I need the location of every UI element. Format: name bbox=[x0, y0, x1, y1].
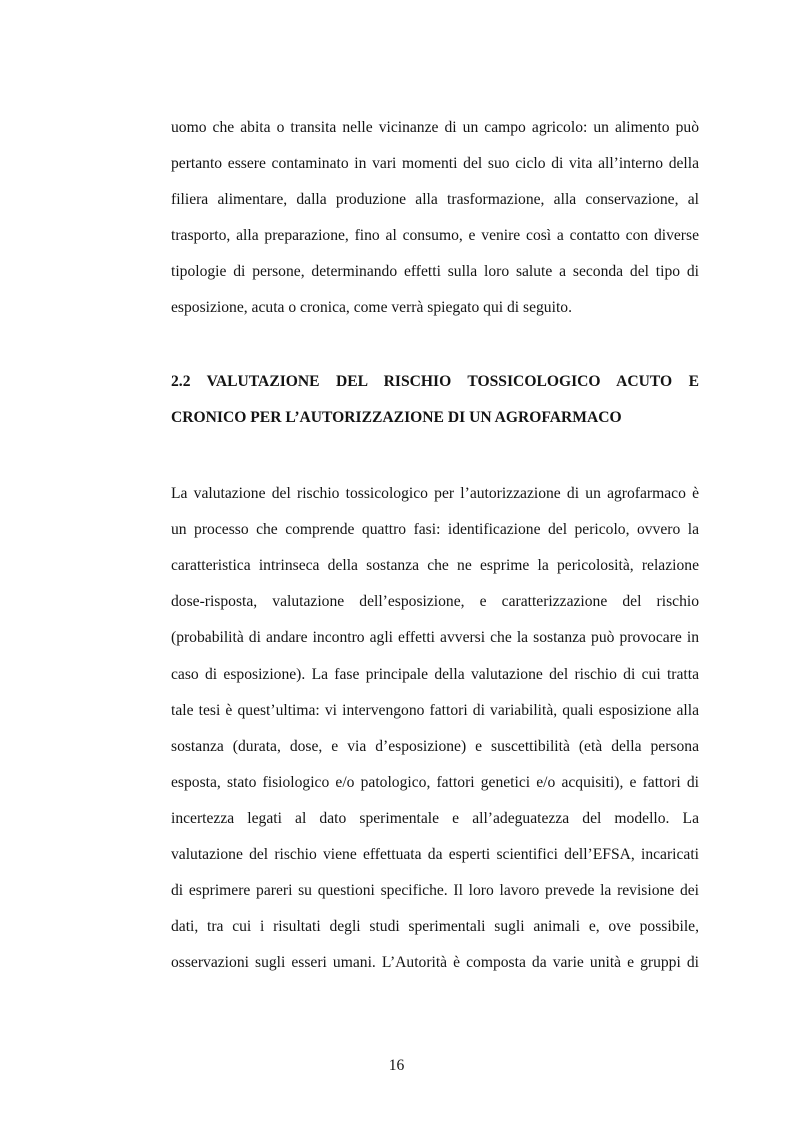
text-line: sostanza (durata, dose, e via d’esposizione) e suscettibilità (età della persona bbox=[171, 738, 699, 755]
text-line: La valutazione del rischio tossicologico per l’autorizzazione di un agrofarmaco è bbox=[171, 485, 699, 502]
text-line: valutazione del rischio viene effettuata da esperti scientifici dell’EFSA, incaricati bbox=[171, 846, 699, 863]
text-line: caso di esposizione). La fase principale della valutazione del rischio di cui tratta bbox=[171, 666, 699, 683]
heading-line: CRONICO PER L’AUTORIZZAZIONE DI UN AGROFARMACO bbox=[171, 409, 622, 426]
text-line: di esprimere pareri su questioni specifiche. Il loro lavoro prevede la revisione dei bbox=[171, 882, 699, 899]
text-line: dati, tra cui i risultati degli studi sperimentali sugli animali e, ove possibile, bbox=[171, 918, 699, 935]
text-line: esposta, stato fisiologico e/o patologico, fattori genetici e/o acquisiti), e fattori di bbox=[171, 774, 699, 791]
text-line: uomo che abita o transita nelle vicinanze di un campo agricolo: un alimento può bbox=[171, 119, 699, 136]
text-line: dose-risposta, valutazione dell’esposizione, e caratterizzazione del rischio bbox=[171, 593, 699, 610]
text-line: incertezza legati al dato sperimentale e all’adeguatezza del modello. La bbox=[171, 810, 699, 827]
text-line: caratteristica intrinseca della sostanza che ne esprime la pericolosità, relazione bbox=[171, 557, 699, 574]
text-line: trasporto, alla preparazione, fino al consumo, e venire così a contatto con diverse bbox=[171, 227, 699, 244]
text-line: pertanto essere contaminato in vari momenti del suo ciclo di vita all’interno della bbox=[171, 155, 699, 172]
text-line: tipologie di persone, determinando effetti sulla loro salute a seconda del tipo di bbox=[171, 263, 699, 280]
text-line: osservazioni sugli esseri umani. L’Autorità è composta da varie unità e gruppi di bbox=[171, 954, 699, 971]
text-line: esposizione, acuta o cronica, come verrà spiegato qui di seguito. bbox=[171, 299, 572, 316]
text-line: (probabilità di andare incontro agli effetti avversi che la sostanza può provocare in bbox=[171, 629, 699, 646]
page-number: 16 bbox=[388, 1057, 405, 1074]
text-line: filiera alimentare, dalla produzione alla trasformazione, alla conservazione, al bbox=[171, 191, 699, 208]
text-line: un processo che comprende quattro fasi: identificazione del pericolo, ovvero la bbox=[171, 521, 699, 538]
text-line: tale tesi è quest’ultima: vi intervengono fattori di variabilità, quali esposizione alla bbox=[171, 702, 699, 719]
heading-line: 2.2 VALUTAZIONE DEL RISCHIO TOSSICOLOGICO ACUTO E bbox=[171, 373, 699, 390]
